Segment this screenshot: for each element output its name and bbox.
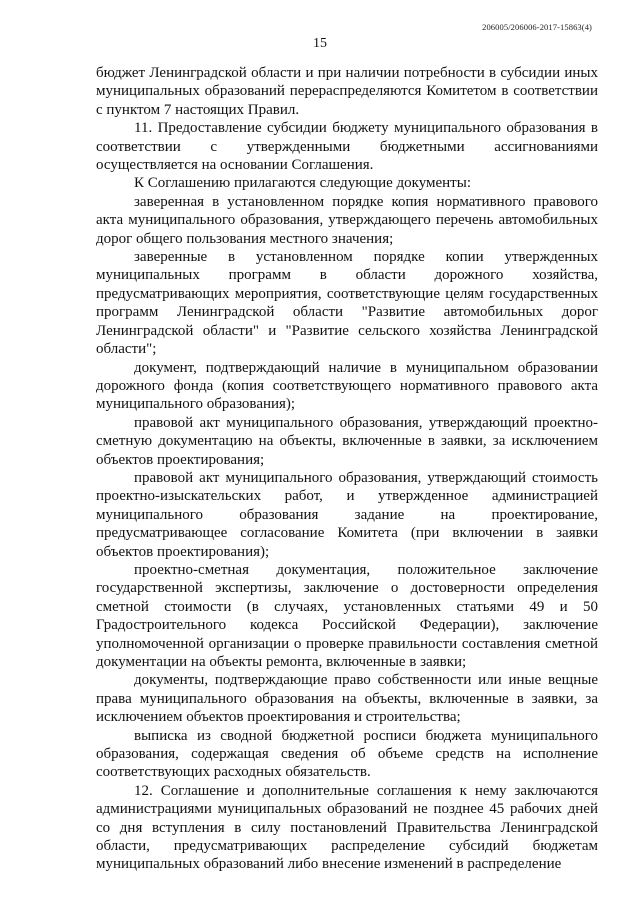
paragraph: заверенная в установленном порядке копия нормативного правового акта муниципального образования, утверждающего перечень автомобильных дорог общего пользования местного значения; xyxy=(96,193,598,247)
document-body xyxy=(96,64,598,874)
paragraph: правовой акт муниципального образования, утверждающий стоимость проектно-изыскательских работ, и утвержденное администрацией муниципального образования задание на проектирование, предусматривающее согласование Комитета (при включении в заявки объектов проектирования); xyxy=(96,469,598,560)
paragraph: выписка из сводной бюджетной росписи бюджета муниципального образования, содержащая сведения об объеме средств на исполнение соответствующих расходных обязательств. xyxy=(96,727,598,781)
paragraph: правовой акт муниципального образования, утверждающий проектно-сметную документацию на объекты, включенные в заявки, за исключением объектов проектирования; xyxy=(96,414,598,468)
paragraph: документ, подтверждающий наличие в муниципальном образовании дорожного фонда (копия соответствующего нормативного правового акта муниципального образования); xyxy=(96,359,598,413)
document-code: 206005/206006-2017-15863(4) xyxy=(482,22,592,32)
paragraph: заверенные в установленном порядке копии утвержденных муниципальных программ в области дорожного хозяйства, предусматривающих мероприятия, соответствующие целям государственных программ Ленинградской области "Развитие автомобильных дорог Ленинградской области" и "Развитие сельского хозяйства Ленинградской области"; xyxy=(96,249,598,358)
paragraph: 12. Соглашение и дополнительные соглашения к нему заключаются администрациями муниципальных образований не позднее 45 рабочих дней со дня вступления в силу постановлений Правительства Ленинградской области, предусматривающих распределение субсидий бюджетам муниципальных образований либо внесение изменений в распределение xyxy=(96,782,598,873)
paragraph: проектно-сметная документация, положительное заключение государственной экспертизы, заключение о достоверности определения сметной стоимости (в случаях, установленных статьями 49 и 50 Градостроительного кодекса Российской Федерации), заключение уполномоченной организации о проверке правильности составления сметной документации на объекты ремонта, включенные в заявки; xyxy=(96,561,598,670)
paragraph: 11. Предоставление субсидии бюджету муниципального образования в соответствии с утвержденными бюджетными ассигнованиями осуществляется на основании Соглашения. xyxy=(96,120,598,174)
page-number: 15 xyxy=(313,36,327,51)
paragraph: К Соглашению прилагаются следующие документы: xyxy=(134,175,471,192)
paragraph: документы, подтверждающие право собственности или иные вещные права муниципального образования на объекты, включенные в заявки, за исключением объектов проектирования и строительства; xyxy=(96,672,598,726)
paragraph: бюджет Ленинградской области и при наличии потребности в субсидии иных муниципальных образований перераспределяются Комитетом в соответствии с пунктом 7 настоящих Правил. xyxy=(96,65,598,118)
